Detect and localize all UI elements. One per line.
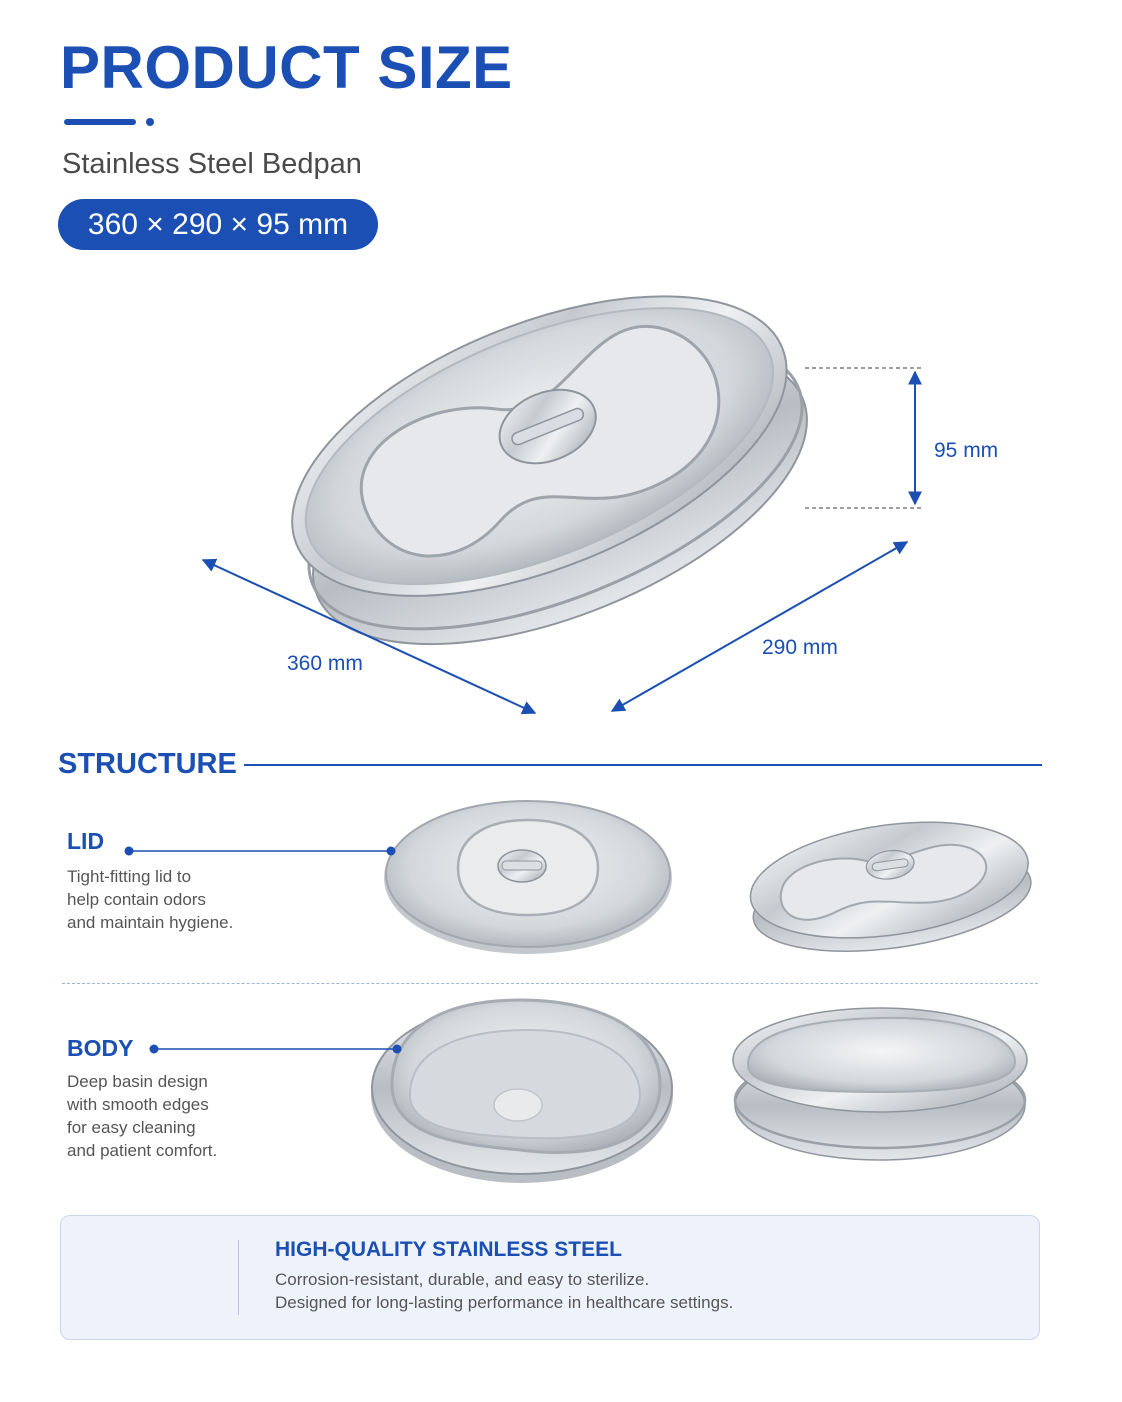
lid-title: LID (67, 828, 105, 854)
lid-callout (125, 847, 396, 856)
lid-description: Tight-fitting lid to help contain odors and maintain hygiene. (67, 867, 234, 932)
lid-angled-image (743, 806, 1037, 967)
product-subtitle: Stainless Steel Bedpan (62, 148, 362, 180)
height-dimension (805, 368, 924, 508)
bedpan-main-image (251, 235, 847, 705)
banner-line-2: Designed for long-lasting performance in healthcare settings. (275, 1293, 734, 1312)
page-title: PRODUCT SIZE (60, 34, 513, 101)
banner-title: HIGH-QUALITY STAINLESS STEEL (275, 1238, 622, 1261)
body-open-image (371, 1000, 673, 1183)
structure-rule (244, 764, 1042, 766)
structure-title: STRUCTURE (58, 748, 237, 780)
structure-divider (62, 983, 1038, 984)
banner-separator (238, 1240, 239, 1315)
lid-top-image (384, 801, 672, 954)
body-callout (150, 1045, 402, 1054)
body-description: Deep basin design with smooth edges for easy cleaning and patient comfort. (67, 1072, 218, 1160)
body-angled-image (733, 1008, 1027, 1160)
dimensions-badge: 360 × 290 × 95 mm (58, 199, 378, 250)
banner-line-1: Corrosion-resistant, durable, and easy to sterilize. (275, 1270, 650, 1289)
length-label: 360 mm (287, 652, 363, 675)
body-title: BODY (67, 1035, 134, 1061)
height-label: 95 mm (934, 439, 999, 462)
width-label: 290 mm (762, 636, 838, 659)
